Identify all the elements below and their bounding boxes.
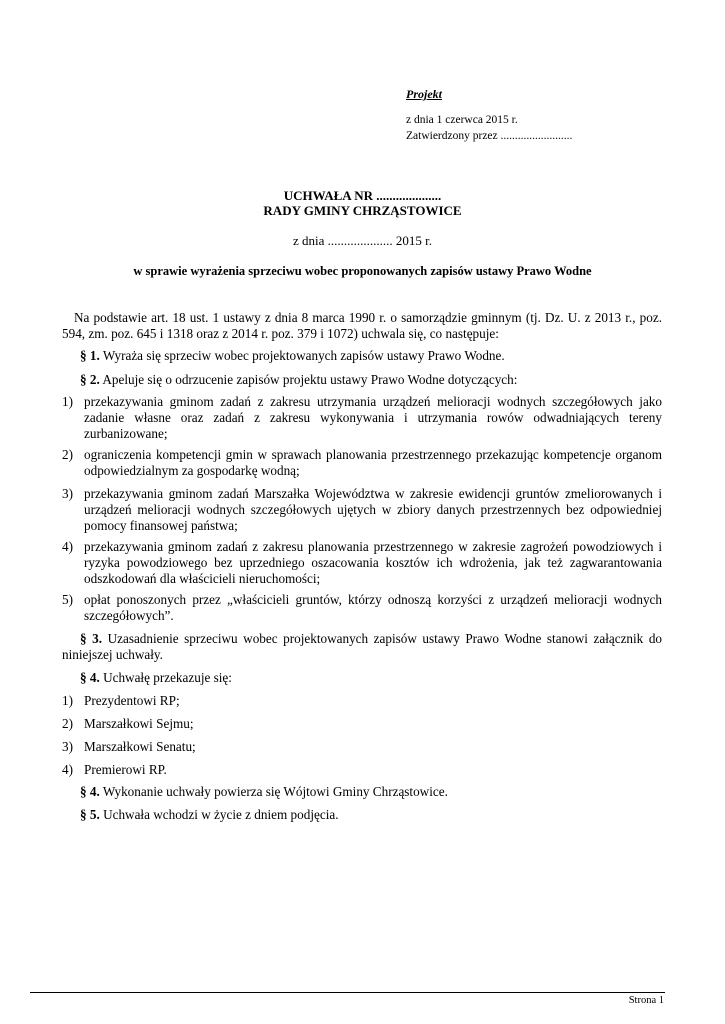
section-1 [80,348,665,364]
resolution-title: UCHWAŁA NR .................... [283,188,442,203]
section-5 [80,807,665,823]
section-4b-text: Wykonanie uchwały powierza się Wójtowi Gminy Chrząstowice. [99,784,448,799]
section-1-text: Wyraża się sprzeciw wobec projektowanych zapisów ustawy Prawo Wodne. [99,348,505,363]
resolution-subject: w sprawie wyrażenia sprzeciwu wobec proponowanych zapisów ustawy Prawo Wodne [133,264,592,278]
project-label: Projekt [406,87,442,101]
project-approved: Zatwierdzony przez ......................... [406,130,573,142]
section-4b-label: § 4. [80,784,100,799]
list-item: 4) przekazywania gminom zadań z zakresu planowania przestrzennego w zakresie zagrożeń powodziowych i ryzyka powodziowego bez uprzedniego oszacowania kosztów ich wdrożenia, jak też zagwarantowania odszkodowań dla właścicieli nieruchomości; [62,539,662,586]
section-5-label: § 5. [80,807,100,822]
list-item: 3) Marszałkowi Senatu; [62,739,196,754]
list-item: 5) opłat ponoszonych przez „właścicieli gruntów, którzy odnoszą korzyści z urządzeń melioracji wodnych szczegółowych”. [62,592,662,623]
list-item: 1) przekazywania gminom zadań z zakresu utrzymania urządzeń melioracji wodnych szczegółowych jako zadanie własne oraz zadań z zakresu wykonywania i utrzymania rowów odwadniających tereny zurbanizowane; [62,394,662,441]
section-2-label: § 2. [80,372,100,387]
section-3-label: § 3. [80,631,103,646]
list-item: 2) ograniczenia kompetencji gmin w sprawach planowania przestrzennego przekazując kompetencje organom odpowiedzialnym za gospodarkę wodną; [62,447,662,478]
section-4-text: Uchwałę przekazuje się: [99,670,232,685]
section-3 [62,631,662,663]
council-name: RADY GMINY CHRZĄSTOWICE [263,203,462,218]
list-item: 2) Marszałkowi Sejmu; [62,716,194,731]
section-5-text: Uchwała wchodzi w życie z dniem podjęcia. [99,807,339,822]
project-date: z dnia 1 czerwca 2015 r. [406,114,518,126]
list-item: 3) przekazywania gminom zadań Marszałka Województwa w zakresie ewidencji gruntów zmeliorowanych i urządzeń melioracji wodnych szczegółowych ujętych w zbiory danych przestrzennych bez odpowiedniej pomocy finansowej państwa; [62,486,662,533]
list-item: 1) Prezydentowi RP; [62,693,180,708]
list-item: 4) Premierowi RP. [62,762,167,777]
legal-basis: Na podstawie art. 18 ust. 1 ustawy z dnia 8 marca 1990 r. o samorządzie gminnym (tj. Dz. U. z 2013 r., poz. 594, zm. poz. 645 i 1318 oraz z 2014 r. poz. 379 i 1072) uchwala się, co następuje: [62,310,662,341]
section-3-text: Uzasadnienie sprzeciwu wobec projektowanych zapisów ustawy Prawo Wodne stanowi załącznik do niniejszej uchwały. [62,631,663,662]
section-4-label: § 4. [80,670,100,685]
section-1-label: § 1. [80,348,100,363]
footer-divider [30,992,665,993]
resolution-date: z dnia .................... 2015 r. [292,233,432,248]
page-number: Strona 1 [628,995,664,1006]
section-2 [80,372,665,388]
section-4-execution [80,784,665,800]
project-header [406,86,572,144]
section-2-text: Apeluje się o odrzucenie zapisów projektu ustawy Prawo Wodne dotyczących: [99,372,518,387]
section-4-transfer [80,670,665,686]
